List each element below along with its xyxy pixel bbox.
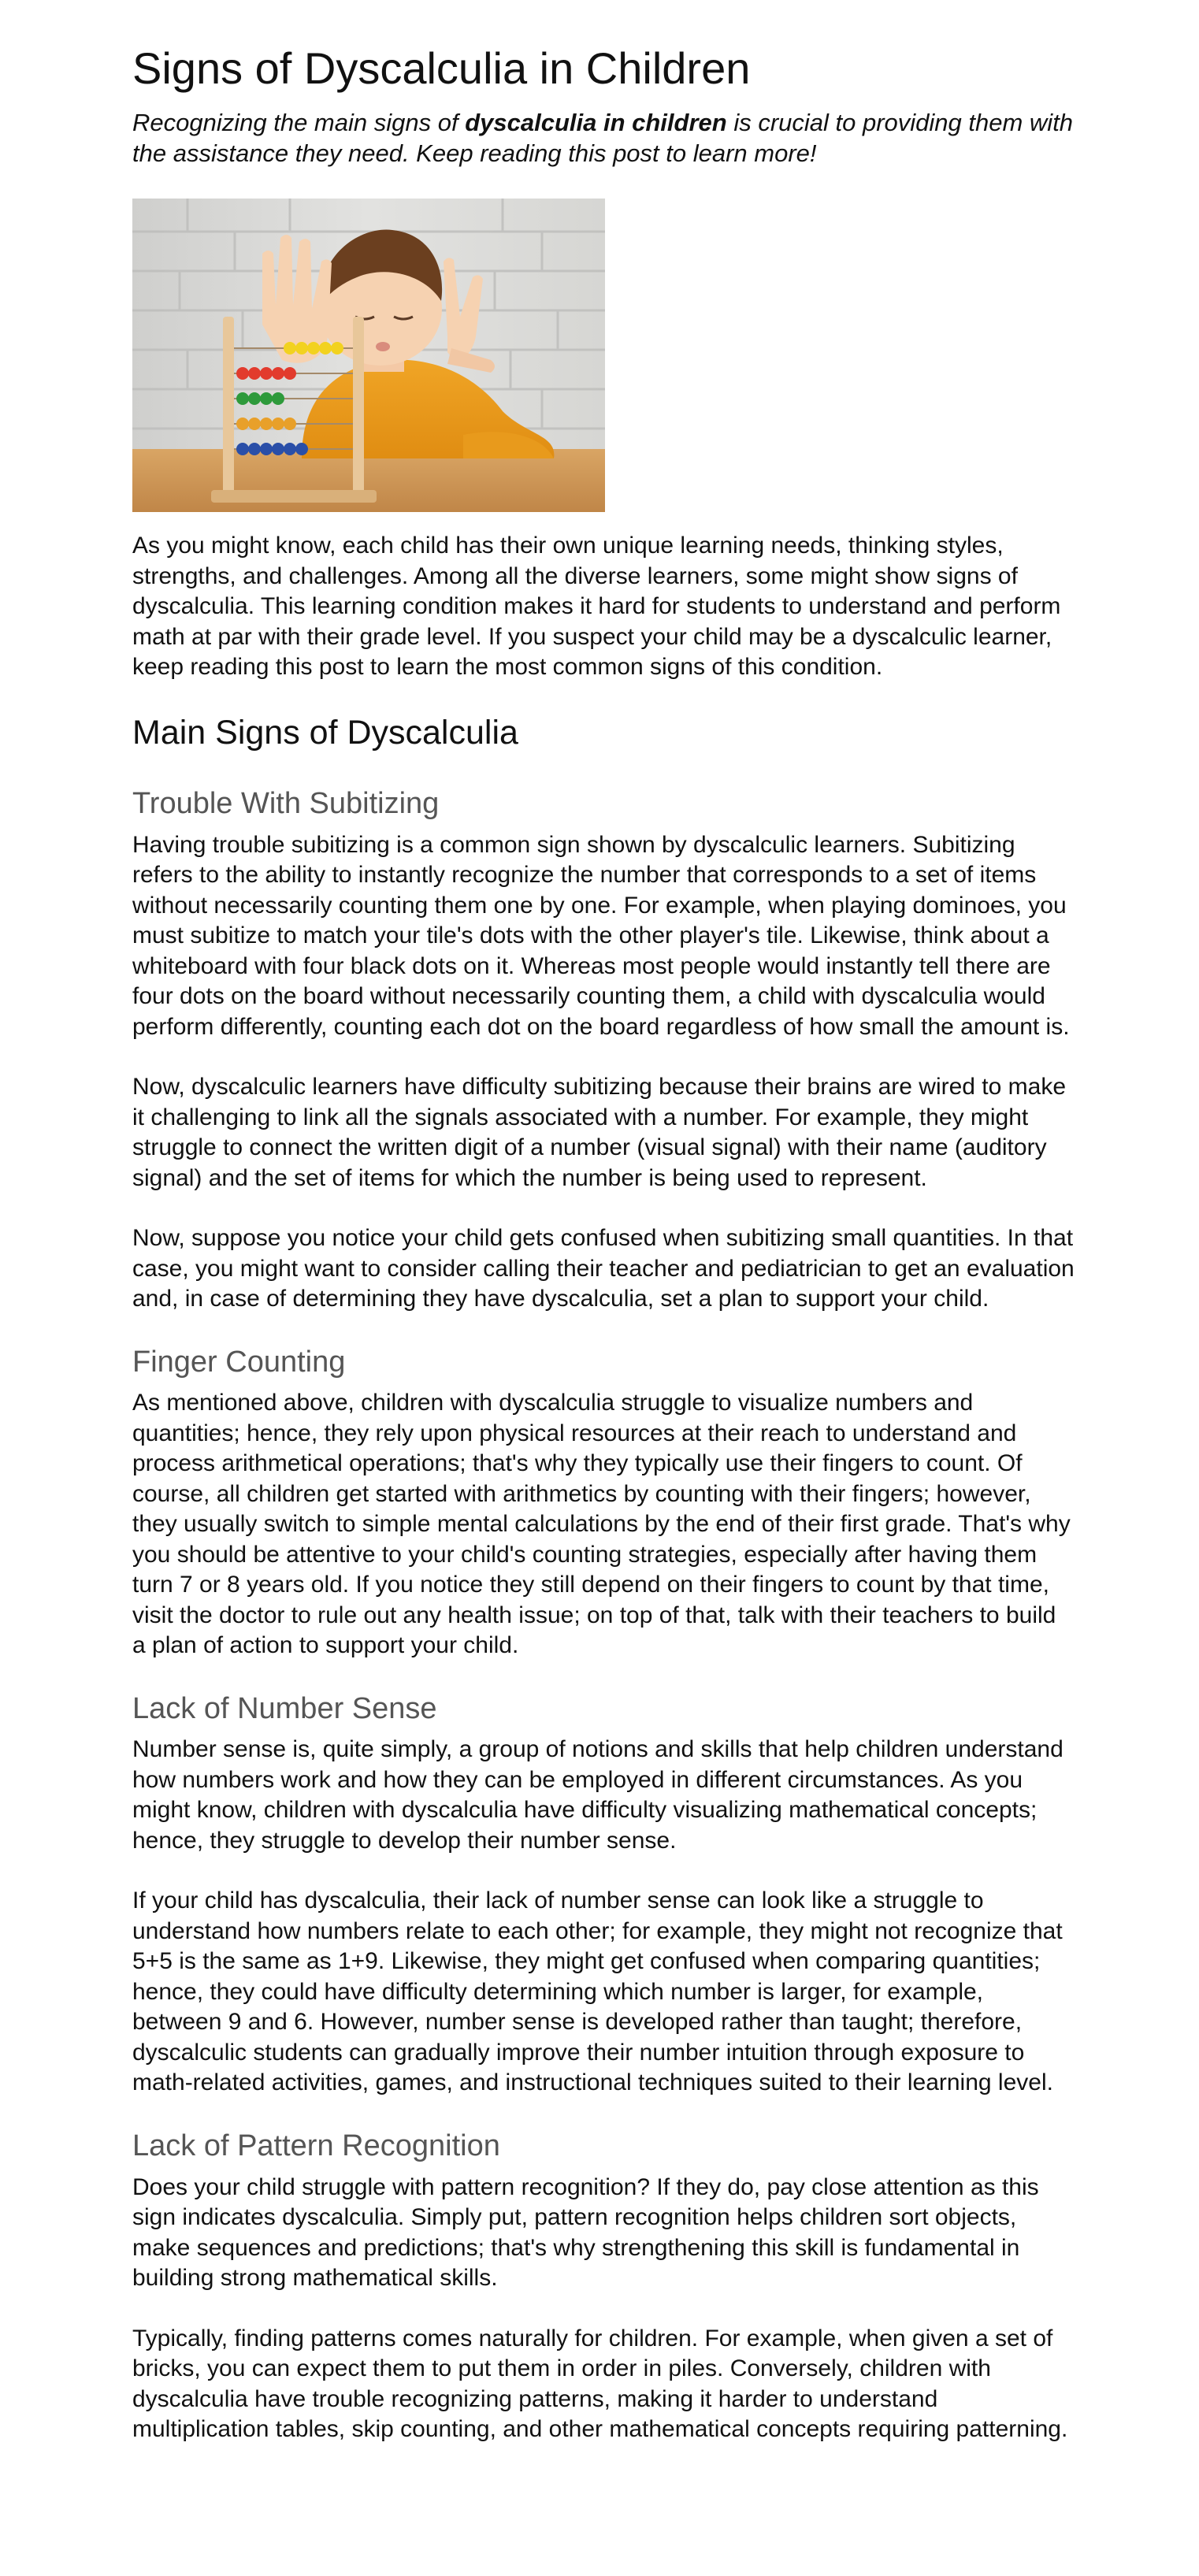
section-paragraph: Having trouble subitizing is a common sign shown by dyscalculic learners. Subitizing refers to the ability to instantly recognize the number that corresponds to a set of items without necessarily counting them one by one. For example, when playing dominoes, you must subitize to match your tile's dots with the other player's tile. Likewise, think about a whiteboard with four black dots on it. Whereas most people would instantly tell there are four dots on the board without necessarily counting them, a child with dyscalculia would perform differently, counting each dot on the board regardless of how small the amount is. <box>132 831 1070 1040</box>
child-with-abacus-photo <box>132 199 605 512</box>
section-paragraph: Typically, finding patterns comes naturally for children. For example, when given a set of bricks, you can expect them to put them in order in piles. Conversely, children with dyscalculia have trouble recognizing patterns, making it harder to understand multiplication tables, skip counting, and other mathematical concepts requiring patterning. <box>132 2325 1068 2443</box>
lead-text-after: is crucial to providing them with the assistance they need. Keep reading this post to learn more! <box>132 109 1074 168</box>
section-paragraph: Now, suppose you notice your child gets confused when subitizing small quantities. In that case, you might want to consider calling their teacher and pediatrician to get an evaluation and, in case of determining they have dyscalculia, set a plan to support your child. <box>132 1225 1075 1312</box>
section-heading-pattern-recognition: Lack of Pattern Recognition <box>132 2129 500 2162</box>
section-paragraph: As mentioned above, children with dyscalculia struggle to visualize numbers and quantities; hence, they rely upon physical resources at their reach to understand and process arithmetical operations; that's why they typically use their fingers to count. Of course, all children get started with arithmetics by counting with their fingers; however, they usually switch to simple mental calculations by the end of their first grade. That's why you should be attentive to your child's counting strategies, especially after having them turn 7 or 8 years old. If you notice they still depend on their fingers to count by that time, visit the doctor to rule out any health issue; on top of that, talk with their teachers to build a plan of action to support your child. <box>132 1390 1071 1659</box>
lead-text-before: Recognizing the main signs of <box>132 109 466 137</box>
intro-paragraph: As you might know, each child has their own unique learning needs, thinking styles, strengths, and challenges. Among all the diverse learners, some might show signs of dyscalculia. This learning condition makes it hard for students to understand and perform math at par with their grade level. If you suspect your child may be a dyscalculic learner, keep reading this post to learn the most common signs of this condition. <box>132 533 1061 681</box>
section-paragraph: Now, dyscalculic learners have difficulty subitizing because their brains are wired to make it challenging to link all the signals associated with a number. For example, they might struggle to connect the written digit of a number (visual signal) with their name (auditory signal) and the set of items for which the number is being used to represent. <box>132 1074 1067 1191</box>
section-paragraph: Number sense is, quite simply, a group of notions and skills that help children understand how numbers work and how they can be employed in different circumstances. As you might know, children with dyscalculia have difficulty visualizing mathematical concepts; hence, they struggle to develop their number sense. <box>132 1736 1064 1854</box>
lead-text-bold: dyscalculia in children <box>465 109 727 137</box>
section-paragraph: Does your child struggle with pattern recognition? If they do, pay close attention as this sign indicates dyscalculia. Simply put, pattern recognition helps children sort objects, make sequences and predictions; that's why strengthening this skill is fundamental in building strong mathematical skills. <box>132 2173 1039 2292</box>
section-heading-number-sense: Lack of Number Sense <box>132 1691 437 1725</box>
section-heading-subitizing: Trouble With Subitizing <box>132 787 440 821</box>
section-heading-finger-counting: Finger Counting <box>132 1345 346 1379</box>
section-paragraph: If your child has dyscalculia, their lack of number sense can look like a struggle to understand how numbers relate to each other; for example, they might not recognize that 5+5 is the same as 1+9. Likewise, they might get confused when comparing quantities; hence, they could have difficulty determining which number is larger, for example, between 9 and 6. However, number sense is developed rather than taught; therefore, dyscalculic students can gradually improve their number intuition through exposure to math-related activities, games, and instructional techniques suited to their learning level. <box>132 1887 1063 2096</box>
lead-paragraph <box>132 107 1075 169</box>
article <box>132 0 1075 2445</box>
main-signs-heading: Main Signs of Dyscalculia <box>132 713 518 752</box>
hero-image <box>132 199 605 512</box>
page-title: Signs of Dyscalculia in Children <box>132 43 751 93</box>
